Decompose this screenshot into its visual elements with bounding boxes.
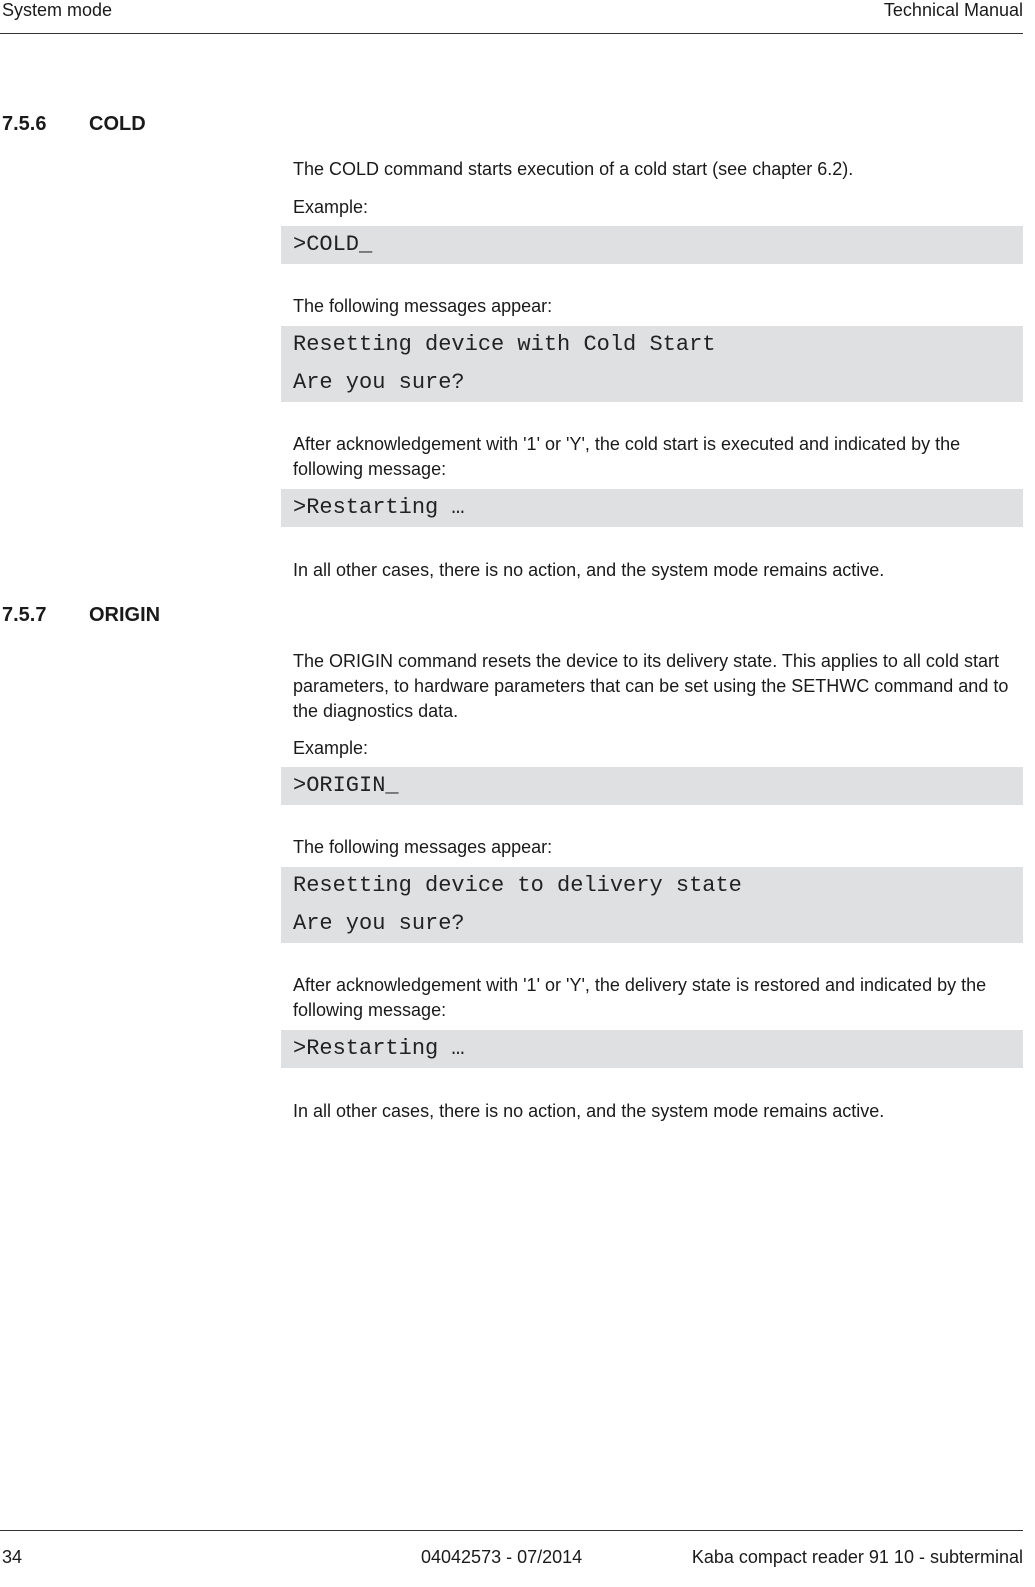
section-title: ORIGIN [89,604,161,626]
section-number: 7.5.7 [2,604,47,626]
cold-other-paragraph: In all other cases, there is no action, and the system mode remains active. [293,560,885,580]
page-header [0,0,1023,34]
origin-ack-paragraph: After acknowledgement with '1' or 'Y', the delivery state is restored and indicated by the following message: [293,975,987,1020]
cold-ack-code-block [281,489,1023,527]
header-document-title: Technical Manual [883,0,1023,20]
code-line: Are you sure? [293,911,465,936]
section-heading-cold [2,113,146,136]
section-heading-origin [2,604,160,627]
code-line: >Restarting … [293,495,465,520]
code-line: >COLD_ [293,232,373,257]
cold-messages-label: The following messages appear: [293,296,553,316]
document-code: 04042573 - 07/2014 [421,1547,583,1567]
code-line: Resetting device to delivery state [293,873,742,898]
code-line: >ORIGIN_ [293,773,399,798]
origin-example-code-block [281,767,1023,805]
origin-messages-code-block [281,867,1023,943]
cold-intro-paragraph: The COLD command starts execution of a cold start (see chapter 6.2). [293,159,854,179]
cold-example-label: Example: [293,197,369,217]
section-number: 7.5.6 [2,113,47,135]
page-number: 34 [2,1547,23,1567]
page-footer [0,1530,1023,1567]
product-name: Kaba compact reader 91 10 - subterminal [691,1547,1023,1567]
origin-example-label: Example: [293,738,369,758]
code-line: Are you sure? [293,370,465,395]
origin-intro-paragraph: The ORIGIN command resets the device to its delivery state. This applies to all cold start parameters, to hardware parameters that can be set using the SETHWC command and to the diagnostics data. [293,651,1009,721]
section-title: COLD [89,113,146,135]
code-line: >Restarting … [293,1036,465,1061]
cold-example-code-block [281,226,1023,264]
origin-ack-code-block [281,1030,1023,1068]
code-line: Resetting device with Cold Start [293,332,716,357]
origin-messages-label: The following messages appear: [293,837,553,857]
header-section-name: System mode [2,0,113,20]
cold-messages-code-block [281,326,1023,402]
cold-ack-paragraph: After acknowledgement with '1' or 'Y', the cold start is executed and indicated by the following message: [293,434,961,479]
origin-other-paragraph: In all other cases, there is no action, and the system mode remains active. [293,1101,885,1121]
